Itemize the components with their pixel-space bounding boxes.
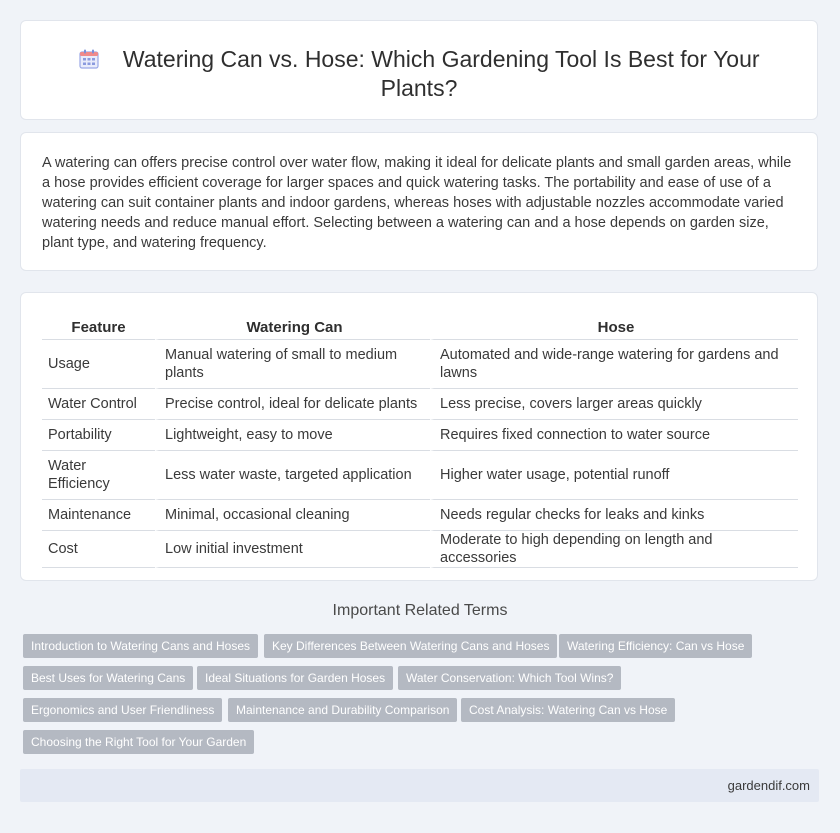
cell-watering-can: Minimal, occasional cleaning xyxy=(155,500,430,531)
intro-paragraph: A watering can offers precise control over water flow, making it ideal for delicate plants and small garden areas, while a hose provides efficient coverage for larger spaces and quick watering tasks. The portability and ease of use of a watering can suit container plants and indoor gardens, whereas hoses with adjustable nozzles accommodate varied watering needs and reduce manual effort. Selecting between a watering can and a hose depends on garden size, plant type, and watering frequency. xyxy=(42,155,792,251)
cell-hose: Higher water usage, potential runoff xyxy=(430,451,798,500)
related-term-tag[interactable]: Ergonomics and User Friendliness xyxy=(23,698,222,722)
cell-feature: Portability xyxy=(42,420,155,451)
header-feature: Feature xyxy=(42,317,155,340)
table-row xyxy=(42,531,798,568)
related-term-tag[interactable]: Key Differences Between Watering Cans and Hoses xyxy=(264,634,557,658)
header-card xyxy=(20,20,818,120)
cell-feature: Cost xyxy=(42,531,155,568)
comparison-table xyxy=(42,317,798,568)
table-row xyxy=(42,420,798,451)
related-term-tag[interactable]: Choosing the Right Tool for Your Garden xyxy=(23,730,254,754)
page-title: Watering Can vs. Hose: Which Gardening Tool Is Best for Your Plants? xyxy=(122,46,760,101)
cell-feature: Usage xyxy=(42,340,155,389)
cell-watering-can: Precise control, ideal for delicate plants xyxy=(155,389,430,420)
table-row xyxy=(42,340,798,389)
cell-watering-can: Lightweight, easy to move xyxy=(155,420,430,451)
related-terms-title: Important Related Terms xyxy=(332,602,508,619)
related-term-tag[interactable]: Ideal Situations for Garden Hoses xyxy=(197,666,393,690)
intro-card xyxy=(20,132,818,271)
table-row xyxy=(42,500,798,531)
cell-hose: Needs regular checks for leaks and kinks xyxy=(430,500,798,531)
header-hose: Hose xyxy=(430,317,798,340)
footer-bar xyxy=(20,769,819,802)
footer-site-name[interactable]: gardendif.com xyxy=(727,778,810,793)
table-header-row xyxy=(42,317,798,340)
title-wrap xyxy=(21,45,817,103)
cell-hose: Automated and wide-range watering for gardens and lawns xyxy=(430,340,798,389)
cell-watering-can: Low initial investment xyxy=(155,531,430,568)
header-watering-can: Watering Can xyxy=(155,317,430,340)
cell-feature: Water Efficiency xyxy=(42,451,155,500)
cell-hose: Less precise, covers larger areas quickly xyxy=(430,389,798,420)
related-term-tag[interactable]: Best Uses for Watering Cans xyxy=(23,666,193,690)
cell-feature: Maintenance xyxy=(42,500,155,531)
cell-watering-can: Manual watering of small to medium plants xyxy=(155,340,430,389)
related-term-tag[interactable]: Cost Analysis: Watering Can vs Hose xyxy=(461,698,675,722)
cell-hose: Requires fixed connection to water source xyxy=(430,420,798,451)
table-row xyxy=(42,451,798,500)
comparison-card xyxy=(20,292,818,581)
table-row xyxy=(42,389,798,420)
cell-feature: Water Control xyxy=(42,389,155,420)
cell-hose: Moderate to high depending on length and accessories xyxy=(430,531,798,568)
related-term-tag[interactable]: Introduction to Watering Cans and Hoses xyxy=(23,634,258,658)
calendar-icon xyxy=(78,48,100,70)
cell-watering-can: Less water waste, targeted application xyxy=(155,451,430,500)
related-term-tag[interactable]: Maintenance and Durability Comparison xyxy=(228,698,457,722)
related-term-tag[interactable]: Water Conservation: Which Tool Wins? xyxy=(398,666,621,690)
related-term-tag[interactable]: Watering Efficiency: Can vs Hose xyxy=(559,634,752,658)
